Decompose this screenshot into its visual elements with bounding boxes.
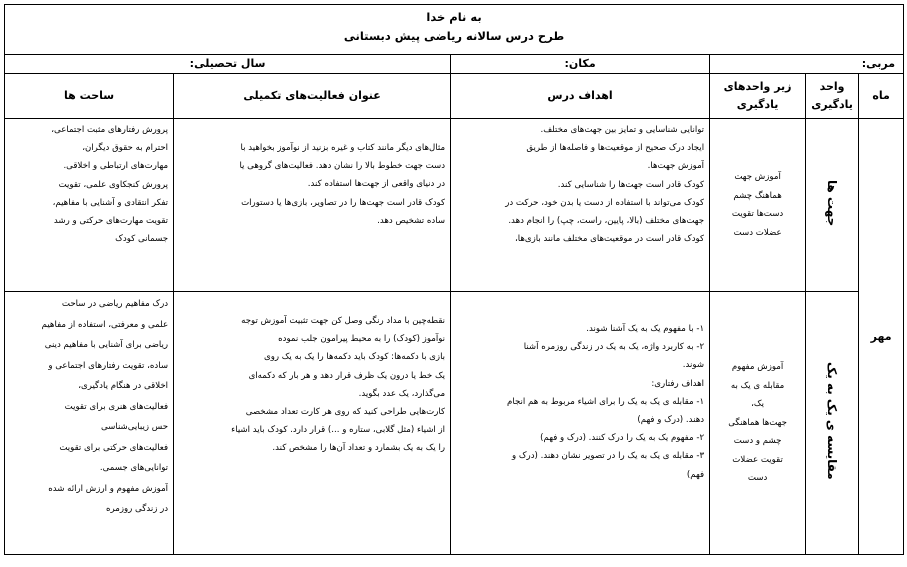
header-subunits: زیر واحدهای یادگیری: [710, 74, 806, 119]
subunit-line: آموزش جهت: [734, 172, 781, 182]
title-line-1: به نام خدا: [426, 10, 482, 24]
domains-cell: [5, 292, 174, 555]
goal-line: آموزش جهت‌ها.: [647, 161, 705, 172]
goal-line: دهند. (درک و فهم): [637, 415, 705, 426]
activity-line: کودک قادر است جهت‌ها را در تصاویر، بازی‌ها یا دستورات: [241, 197, 446, 208]
domain-line: اخلاقی در هنگام یادگیری،: [78, 381, 169, 391]
document-title: [5, 5, 904, 55]
goal-line: ۱- مقابله ی یک به یک را برای اشیاء مربوط به هم انجام: [507, 396, 705, 407]
header-domains: ساحت ها: [5, 74, 174, 119]
goal-line: توانایی شناسایی و تمایز بین جهت‌های مختلف.: [540, 125, 705, 135]
year-field: سال تحصیلی:: [5, 55, 451, 74]
goal-line: اهداف رفتاری:: [651, 378, 705, 389]
activity-line: نقطه‌چین با مداد رنگی وصل کن جهت تثبیت آموزش توجه: [241, 316, 446, 326]
place-field: مکان:: [451, 55, 710, 74]
goal-line: کودک قادر است جهت‌ها را شناسایی کند.: [557, 179, 705, 190]
domain-line: فعالیت‌های حرکتی برای تقویت: [59, 442, 169, 453]
domain-line: ریاضی برای آشنایی با مفاهیم دینی: [44, 340, 169, 350]
domain-line: ساده، تقویت رفتارهای اجتماعی و: [48, 360, 169, 371]
unit-cell: [806, 119, 859, 292]
title-line-2: طرح درس سالانه ریاضی پیش دبستانی: [343, 29, 565, 43]
activity-line: در دنیای واقعی از جهت‌ها استفاده کند.: [307, 179, 446, 190]
activity-line: مثال‌های دیگر مانند کتاب و غیره بزنید از نوآموز بخواهید با: [240, 143, 446, 153]
goal-line: ایجاد درک صحیح از موقعیت‌ها و فاصله‌ها از طریق: [526, 143, 705, 154]
table-row: [5, 292, 904, 555]
goal-line: جهت‌های مختلف (بالا، پایین، راست، چپ) را انجام دهد.: [508, 216, 705, 227]
goals-cell: [451, 292, 710, 555]
activity-line: کارت‌هایی طراحی کنید که روی هر کارت تعداد مشخصی: [245, 407, 446, 418]
subunit-line: دست‌ها تقویت: [731, 209, 784, 219]
domain-line: آموزش مفهوم و ارزش ارائه شده: [48, 483, 169, 494]
domain-line: مهارت‌های ارتباطی و اخلاقی.: [63, 161, 169, 172]
header-unit: واحد یادگیری: [806, 74, 859, 119]
subunit-line: هماهنگ چشم: [733, 190, 782, 201]
subunit-line: دست: [747, 473, 768, 484]
domain-line: درک مفاهیم ریاضی در ساحت: [61, 299, 169, 309]
activity-line: ساده تشخیص دهد.: [377, 215, 446, 226]
goal-line: ۱- با مفهوم یک به یک آشنا شوند.: [586, 324, 705, 334]
activity-line: نوآموز (کودک) را به محیط پیرامون جلب نموده: [278, 334, 446, 345]
domain-line: جسمانی کودک: [115, 234, 169, 245]
domain-line: تفکر انتقادی و آشنایی با مفاهیم،: [52, 197, 169, 208]
activities-cell: [174, 292, 451, 555]
goal-line: کودک می‌تواند با استفاده از دست یا بدن خود، حرکت در: [505, 197, 705, 208]
domain-line: تقویت مهارت‌های حرکتی و رشد: [53, 216, 169, 227]
header-month: ماه: [859, 74, 904, 119]
subunit-line: چشم و دست: [733, 436, 782, 447]
unit-cell: [806, 292, 859, 555]
subunit-line: آموزش مفهوم: [731, 362, 784, 373]
activity-line: بازی با دکمه‌ها: کودک باید دکمه‌ها را یک به یک روی: [263, 352, 446, 363]
trainer-field: مربی:: [710, 55, 904, 74]
subunits-cell: [710, 119, 806, 292]
subunits-cell: [710, 292, 806, 555]
unit-label: مقایسه ی یک به یک: [825, 362, 840, 480]
activity-line: می‌گذارد، یک عدد بگوید.: [358, 388, 446, 399]
domain-line: فعالیت‌های هنری برای تقویت: [64, 401, 169, 412]
activities-cell: [174, 119, 451, 292]
goal-line: شوند.: [682, 360, 705, 371]
subunit-line: عضلات دست: [733, 227, 782, 238]
goal-line: ۳- مقابله ی یک به یک را در تصویر نشان دهند. (درک و: [511, 451, 705, 462]
activity-line: یک خط یا درون یک ظرف قرار دهد و هر بار که دکمه‌ای: [248, 370, 446, 381]
title-row: [5, 5, 904, 55]
goals-cell: [451, 119, 710, 292]
subunit-line: یک،: [751, 399, 764, 410]
activity-line: دست جهت خطوط بالا را نشان دهد. فعالیت‌های گروهی یا: [239, 161, 446, 172]
domain-line: توانایی‌های جسمی.: [99, 463, 169, 473]
lesson-plan-table: [4, 4, 904, 555]
activity-line: را یک به یک بشمارد و تعداد آن‌ها را مشخص کند.: [272, 443, 446, 454]
domains-cell: [5, 119, 174, 292]
domain-line: حس زیبایی‌شناسی: [100, 422, 169, 432]
goal-line: ۲- به کاربرد واژه، یک به یک در زندگی روزمره آشنا: [523, 342, 705, 353]
header-goals: اهداف درس: [451, 74, 710, 119]
goal-line: کودک قادر است در موقعیت‌های مختلف مانند بازی‌ها،: [514, 234, 705, 245]
domain-line: احترام به حقوق دیگران،: [82, 143, 169, 154]
unit-label: جهت ها: [825, 179, 840, 227]
month-cell: مهر: [859, 119, 904, 555]
subunit-line: تقویت عضلات: [732, 454, 783, 465]
domain-line: پرورش رفتارهای مثبت اجتماعی،: [51, 125, 169, 135]
domain-line: در زندگی روزمره: [106, 504, 169, 514]
goal-line: فهم): [686, 469, 705, 480]
domain-line: پرورش کنجکاوی علمی، تقویت: [58, 179, 169, 190]
subunit-line: مقابله ی یک به: [730, 380, 785, 391]
column-header-row: [5, 74, 904, 119]
info-row: [5, 55, 904, 74]
domain-line: علمی و معرفتی، استفاده از مفاهیم: [41, 319, 169, 330]
subunit-line: جهت‌ها هماهنگی: [728, 417, 787, 428]
goal-line: ۲- مفهوم یک به یک را درک کنند. (درک و فهم): [540, 433, 705, 444]
header-activities: عنوان فعالیت‌های تکمیلی: [174, 74, 451, 119]
activity-line: از اشیاء (مثل گلابی، ستاره و ...) قرار دارد. کودک باید اشیاء: [231, 425, 446, 436]
table-row: [5, 119, 904, 292]
